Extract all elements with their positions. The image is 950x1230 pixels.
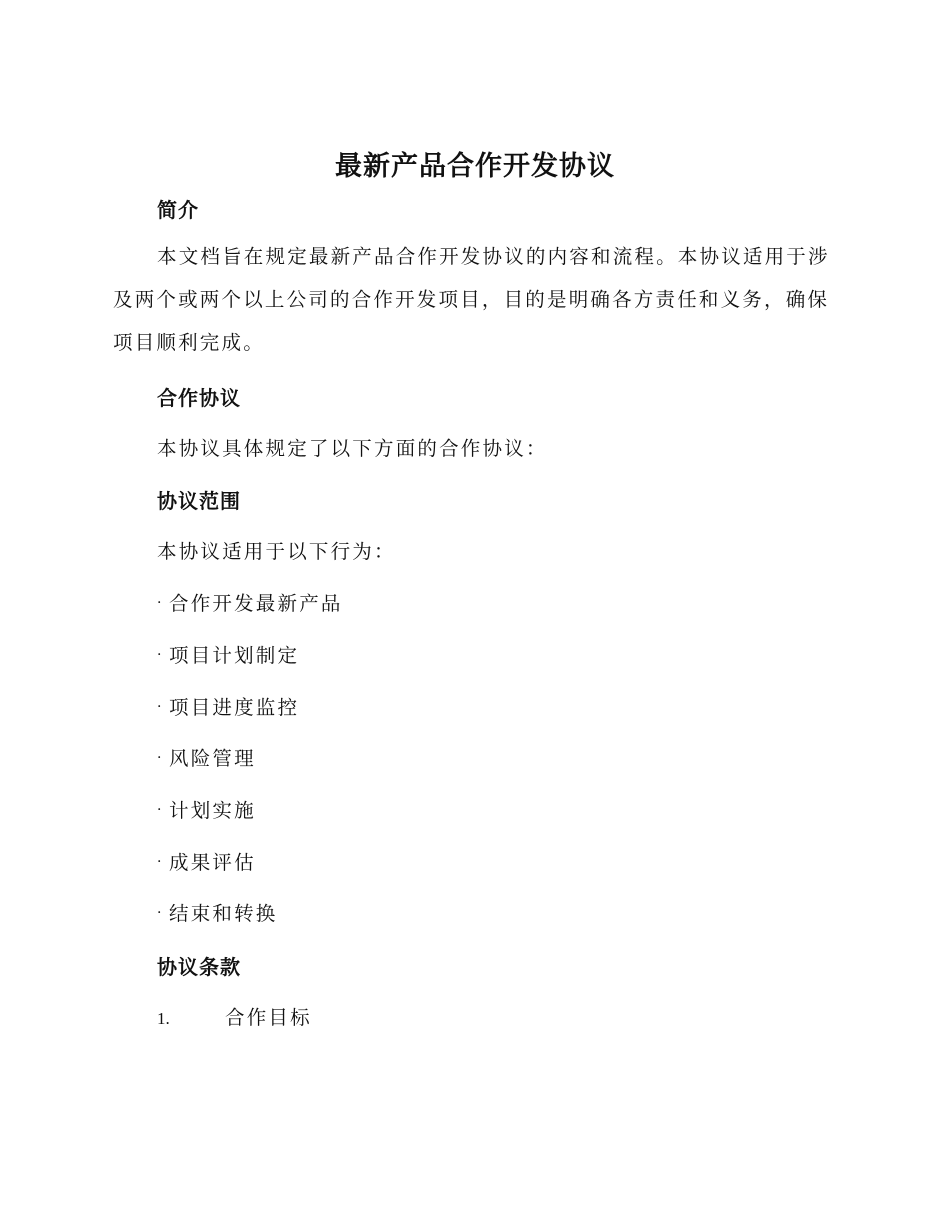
bullet-dot: · xyxy=(157,802,164,818)
section-heading-terms: 协议条款 xyxy=(157,955,241,979)
list-item xyxy=(157,898,278,926)
cooperation-text: 本协议具体规定了以下方面的合作协议： xyxy=(157,437,548,460)
list-item-label: 合作开发最新产品 xyxy=(169,592,343,615)
section-heading-scope: 协议范围 xyxy=(157,489,241,513)
bullet-dot: · xyxy=(157,647,164,663)
list-item-label: 项目进度监控 xyxy=(169,696,300,719)
item-number: 1. xyxy=(157,1009,170,1028)
item-label: 合作目标 xyxy=(225,1006,312,1029)
list-item-label: 项目计划制定 xyxy=(169,644,300,667)
numbered-item xyxy=(157,1002,312,1030)
list-item-label: 结束和转换 xyxy=(169,902,278,925)
list-item xyxy=(157,847,256,875)
list-item-label: 风险管理 xyxy=(169,747,256,770)
document-title: 最新产品合作开发协议 xyxy=(335,151,615,182)
bullet-dot: · xyxy=(157,699,164,715)
bullet-dot: · xyxy=(157,905,164,921)
list-item-label: 成果评估 xyxy=(169,851,256,874)
list-item xyxy=(157,795,256,823)
list-item-label: 计划实施 xyxy=(169,799,256,822)
bullet-dot: · xyxy=(157,854,164,870)
bullet-dot: · xyxy=(157,750,164,766)
list-item xyxy=(157,640,299,668)
list-item xyxy=(157,743,256,771)
scope-text: 本协议适用于以下行为： xyxy=(157,540,396,563)
section-heading-intro: 简介 xyxy=(157,198,199,222)
bullet-dot: · xyxy=(157,595,164,611)
intro-paragraph: 本文档旨在规定最新产品合作开发协议的内容和流程。本协议适用于涉及两个或两个以上公司的合作开发项目，目的是明确各方责任和义务，确保项目顺利完成。 xyxy=(113,245,830,354)
list-item xyxy=(157,588,343,616)
list-item xyxy=(157,692,299,720)
section-heading-cooperation: 合作协议 xyxy=(157,386,241,410)
